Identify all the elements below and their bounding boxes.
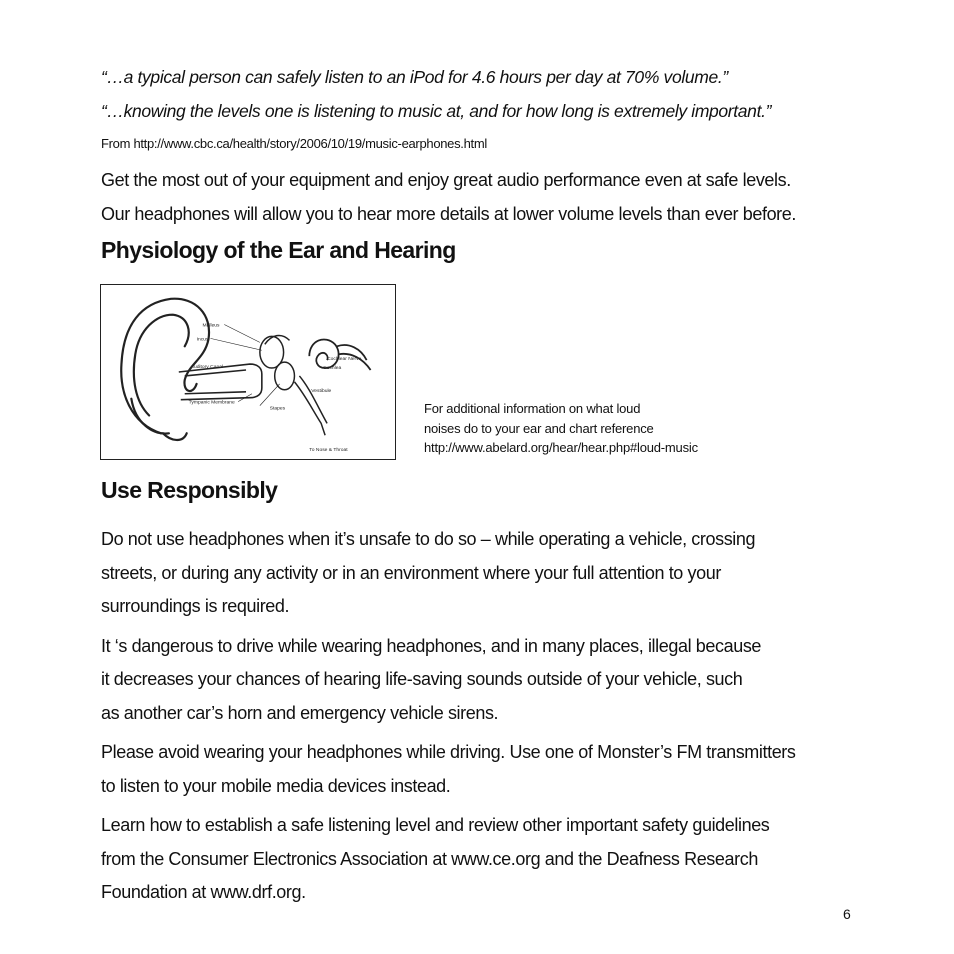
para2-line-3: as another car’s horn and emergency vehicle sirens. <box>101 703 499 723</box>
heading-use-responsibly: Use Responsibly <box>101 477 278 503</box>
label-incus: Incus <box>196 337 209 343</box>
page-number: 6 <box>843 906 851 922</box>
label-auditory-canal: Auditory Canal <box>190 365 224 371</box>
ear-note-line-2: noises do to your ear and chart reference <box>424 421 654 436</box>
diagram-labels <box>189 323 362 454</box>
para4-line-3: Foundation at www.drf.org. <box>101 882 306 902</box>
para3-line-2: to listen to your mobile media devices instead. <box>101 776 451 796</box>
para2-line-2: it decreases your chances of hearing life-saving sounds outside of your vehicle, such <box>101 669 743 689</box>
ear-note-link[interactable]: http://www.abelard.org/hear/hear.php#loud-music <box>424 440 698 455</box>
heading-physiology: Physiology of the Ear and Hearing <box>101 237 456 263</box>
label-cochlea: Cochlea <box>323 366 342 372</box>
quote-2: “…knowing the levels one is listening to music at, and for how long is extremely important.” <box>101 101 772 121</box>
para4-line-2: from the Consumer Electronics Association at www.ce.org and the Deafness Research <box>101 849 758 869</box>
label-malleus: Malleus <box>202 323 220 329</box>
ear-note-line-1: For additional information on what loud <box>424 401 641 416</box>
ear-diagram-svg <box>101 285 395 459</box>
intro-line-1: Get the most out of your equipment and enjoy great audio performance even at safe levels. <box>101 170 791 190</box>
label-cochlear-nerve: Cochlear Nerve <box>327 357 362 363</box>
quote-source: From http://www.cbc.ca/health/story/2006/10/19/music-earphones.html <box>101 136 487 151</box>
para1-line-3: surroundings is required. <box>101 596 290 616</box>
para1-line-2: streets, or during any activity or in an environment where your full attention to your <box>101 563 721 583</box>
middle-ear-shape <box>260 335 327 435</box>
label-stapes: Stapes <box>269 406 286 412</box>
quote-1: “…a typical person can safely listen to an iPod for 4.6 hours per day at 70% volume.” <box>101 67 728 87</box>
para4-line-1: Learn how to establish a safe listening level and review other important safety guidelines <box>101 815 770 835</box>
label-tympanic-membrane: Tympanic Membrane <box>188 400 235 406</box>
label-nose-throat: To Nose & Throat <box>309 448 348 454</box>
ear-diagram <box>100 284 396 460</box>
para3-line-1: Please avoid wearing your headphones while driving. Use one of Monster’s FM transmitters <box>101 742 796 762</box>
para1-line-1: Do not use headphones when it’s unsafe to do so – while operating a vehicle, crossing <box>101 529 756 549</box>
intro-line-2: Our headphones will allow you to hear more details at lower volume levels than ever before. <box>101 204 796 224</box>
para2-line-1: It ‘s dangerous to drive while wearing headphones, and in many places, illegal because <box>101 636 762 656</box>
label-vestibule: Vestibule <box>311 388 332 394</box>
